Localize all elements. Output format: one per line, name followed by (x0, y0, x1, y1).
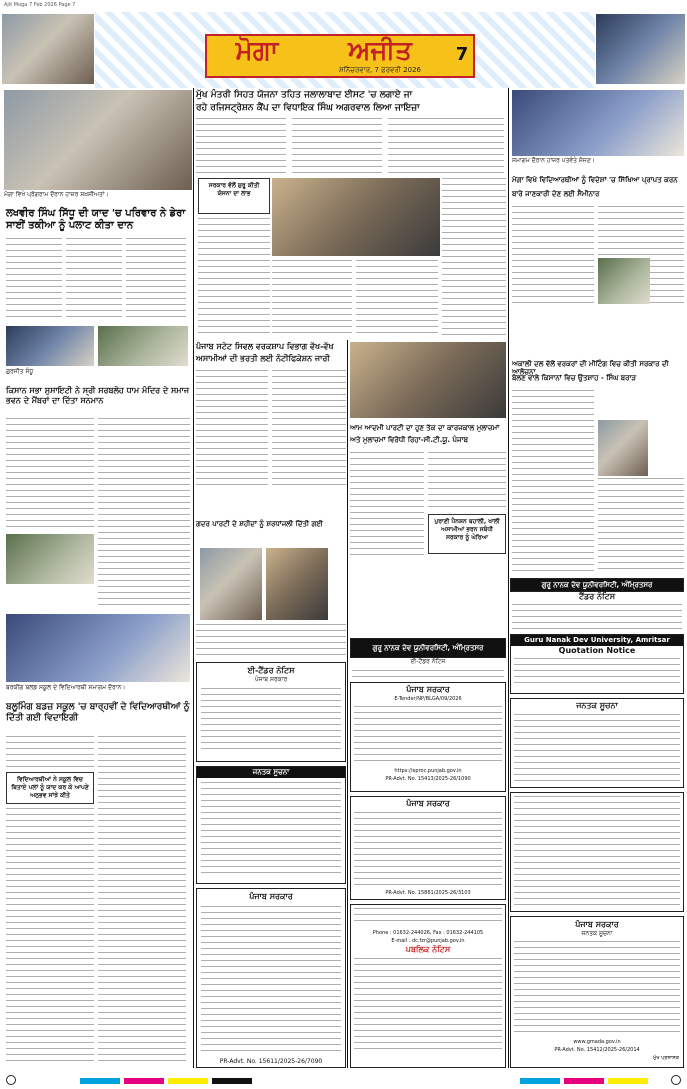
public-notice-ad-title: ਜਨਤਕ ਸੂਚਨਾ (576, 701, 618, 710)
dc-ad-phone: Phone : 01632-244026, Fax : 01632-244105 (372, 930, 484, 936)
punjab-govt-ad-site: www.gmada.gov.in (573, 1039, 621, 1045)
gndu-3-sub: ਈ-ਟੈਂਡਰ ਨੋਟਿਸ (410, 658, 446, 665)
cm-headline-2: ਰਹੇ ਰਜਿਸਟ੍ਰੇਸ਼ਨ ਕੈਂਪ ਦਾ ਵਿਧਾਇਕ ਸਿੰਘ ਅਗਰਵਾਲ ਲਿਆ ਜਾਇਜ਼ਾ (196, 103, 420, 113)
lakhvir-body-col-3 (126, 238, 186, 322)
column-rule-2 (347, 340, 348, 1068)
office-notice-ad (510, 792, 684, 912)
dc-ad-header (354, 908, 502, 926)
right-story-headline-1: ਅਕਾਲੀ ਦਲ ਵੱਲੋਂ ਵਰਕਰਾਂ ਦੀ ਮੀਟਿੰਗ ਵਿਚ ਕੀਤੀ ਸਰਕਾਰ ਦੀ ਆਲੋਚਨਾ (512, 360, 669, 377)
public-notice-ad-body (514, 714, 680, 784)
ghadar-body (196, 624, 346, 658)
pull-quote: ਪੁਰਾਣੀ ਪੈਨਸ਼ਨ ਬਹਾਲੀ, ਖਾਲੀ ਅਸਾਮੀਆਂ ਭਰਨ ਸਬੰਧੀ ਸਰਕਾਰ ਨੂੰ ਘੇਰਿਆ (428, 514, 506, 554)
right-headline-1: ਮੋਗਾ ਵਿਖੇ ਵਿਦਿਆਰਥੀਆਂ ਨੂੰ ਵਿਦੇਸ਼ਾਂ 'ਚ ਸਿੱਖਿਆ ਪ੍ਰਾਪਤ ਕਰਨ (512, 176, 678, 184)
tender-ad-1-sub: ਪੰਜਾਬ ਸਰਕਾਰ (254, 676, 288, 683)
masthead-date: ਸ਼ਨਿੱਚਰਵਾਰ, 7 ਫ਼ਰਵਰੀ 2026 (338, 66, 421, 74)
school-callout: ਵਿਦਿਆਰਥੀਆਂ ਨੇ ਸਕੂਲ ਵਿਚ ਬਿਤਾਏ ਪਲਾਂ ਨੂੰ ਯਾਦ ਕਰ ਕੇ ਆਪਣੇ ਅਨੁਭਵ ਸਾਂਝੇ ਕੀਤੇ (6, 772, 94, 804)
dc-ad-notice-title: ਪਬਲਿਕ ਨੋਟਿਸ (405, 945, 451, 954)
gndu-3-body (352, 670, 504, 678)
gndu-1-body (512, 604, 682, 630)
gndu-2-title: Guru Nanak Dev University, Amritsar (511, 635, 683, 646)
tender-ad-1 (196, 662, 346, 762)
aap-photo (350, 342, 506, 418)
lakhvir-body-col-1 (6, 238, 62, 322)
right-portrait (598, 420, 648, 476)
center-body-col-2 (272, 260, 352, 338)
cmyk-yellow-2 (608, 1078, 648, 1084)
tender-ad-2 (196, 766, 346, 884)
cm-body-col-2 (292, 118, 382, 174)
cmyk-black (212, 1078, 252, 1084)
page-slug: Ajit Moga 7 Feb 2026 Page 7 (4, 2, 76, 8)
eproc-ad-site: https://eproc.punjab.gov.in (394, 768, 462, 774)
top-right-photo-caption: ਸਮਾਗਮ ਦੌਰਾਨ ਹਾਜ਼ਰ ਪਤਵੰਤੇ ਸੱਜਣ। (512, 157, 595, 164)
center-body-col-1 (198, 218, 270, 338)
cm-body-col-1 (196, 118, 286, 174)
top-left-photo-caption: ਮੋਗਾ ਵਿਖੇ ਪ੍ਰੋਗਰਾਮ ਦੌਰਾਨ ਹਾਜ਼ਰ ਸ਼ਖ਼ਸੀਅਤਾਂ। (4, 191, 109, 198)
vidhan-photo (6, 534, 94, 584)
punjab-sarkar-ad-body (354, 812, 502, 886)
gndu-2-ad (510, 634, 684, 694)
ghadar-portrait-1 (200, 548, 262, 620)
mid-left-photo-2 (98, 326, 188, 366)
aap-headline-1: ਆਮ ਆਦਮੀ ਪਾਰਟੀ ਦਾ ਹੁਣ ਤੱਕ ਦਾ ਕਾਰਜਕਾਲ ਮੁਲਾਜ਼ਮਾਂ (350, 424, 500, 432)
vidhan-body-col-1 (6, 418, 94, 530)
punjab-state-headline: ਪੰਜਾਬ ਸਟੇਟ ਸਿਵਲ ਵਰਕਸ਼ਾਪ ਵਿਭਾਗ ਵੱਖ-ਵੱਖ (196, 342, 334, 351)
gndu-1-sub: ਟੈਂਡਰ ਨੋਟਿਸ (578, 592, 616, 601)
cmyk-cyan-2 (520, 1078, 560, 1084)
school-body-col-2 (98, 772, 186, 1064)
aap-headline-2: ਅਤੇ ਮੁਲਾਜ਼ਮਾਂ ਵਿਰੋਧੀ ਰਿਹਾ-ਸੀ.ਟੀ.ਯੂ. ਪੰਜਾਬ (350, 436, 468, 444)
cm-headline-1: ਮੁੱਖ ਮੰਤਰੀ ਸਿਹਤ ਯੋਜਨਾ ਤਹਿਤ ਜਲਾਲਾਬਾਦ ਈਸਟ 'ਚ ਲਗਾਏ ਜਾ (196, 90, 413, 100)
lakhvir-body-col-2 (66, 238, 122, 322)
vidhan-body-col-2 (98, 418, 190, 608)
right-story-body-col-2 (598, 478, 684, 574)
dc-ad (350, 904, 506, 1068)
school-photo-caption: ਬਰਕੀਂਗ ਬਲਡ ਸਕੂਲ ਦੇ ਵਿਦਿਆਰਥੀ ਸਮਾਗਮ ਦੌਰਾਨ। (6, 684, 126, 691)
punjab-govt-ad (510, 916, 684, 1068)
tender-ad-3-title: ਪੰਜਾਬ ਸਰਕਾਰ (249, 892, 293, 901)
mid-left-caption: ਗੁਰਜੀਤ ਸੰਧੂ (6, 368, 34, 375)
vidhan-headline: ਕਿਸਾਨ ਸਭਾ ਸੁਸਾਇਟੀ ਨੇ ਸ੍ਰੀ ਸਰਬਲੋਹ ਧਾਮ ਮੰਦਿਰ ਦੇ ਸਮਾਜ ਭਵਨ ਦੇ ਮੈਂਬਰਾਂ ਦਾ ਦਿੱਤਾ ਸਨਮਾਨ (6, 386, 190, 405)
dc-ad-body (354, 958, 502, 1050)
tender-ad-3-table (201, 906, 341, 1054)
eproc-ad-body (354, 706, 502, 764)
top-left-photo (4, 90, 192, 190)
public-notice-ad (510, 698, 684, 788)
registration-mark-right (671, 1075, 681, 1085)
punjab-govt-ad-title: ਪੰਜਾਬ ਸਰਕਾਰ (575, 920, 619, 929)
cm-body-col-3 (388, 118, 504, 174)
gndu-2-sub: Quotation Notice (558, 646, 636, 655)
masthead-left-photo (2, 14, 94, 84)
tender-ad-2-body (201, 782, 341, 878)
right-headline-2: ਬਾਰੇ ਜਾਣਕਾਰੀ ਦੇਣ ਲਈ ਸੈਮੀਨਾਰ (512, 190, 600, 198)
punjab-state-body-col-1 (196, 370, 268, 490)
registration-mark-left (6, 1075, 16, 1085)
gndu-3-title: ਗੁਰੂ ਨਾਨਕ ਦੇਵ ਯੂਨੀਵਰਸਿਟੀ, ਅੰਮ੍ਰਿਤਸਰ (351, 639, 505, 657)
punjab-sarkar-ad (350, 796, 506, 900)
aap-body-col-2 (428, 452, 506, 512)
gndu-1-title: ਗੁਰੂ ਨਾਨਕ ਦੇਵ ਯੂਨੀਵਰਸਿਟੀ, ਅੰਮ੍ਰਿਤਸਰ (511, 579, 683, 591)
cmyk-yellow (168, 1078, 208, 1084)
top-right-photo (512, 90, 684, 156)
cmyk-magenta (124, 1078, 164, 1084)
punjab-sarkar-ad-pr: PR-Advt. No. 15861/2025-26/3103 (385, 890, 471, 896)
school-photo (6, 614, 190, 682)
punjab-sarkar-ad-title: ਪੰਜਾਬ ਸਰਕਾਰ (406, 799, 450, 808)
right-small-photo (598, 258, 650, 304)
masthead-page-number: 7 (455, 44, 469, 65)
dc-ad-email: E-mail : dc.fzr@punjab.gov.in (391, 938, 465, 944)
aap-body-col-1 (350, 452, 424, 556)
eproc-ad-pr: PR-Advt. No. 15413/2025-26/1090 (385, 776, 471, 782)
punjab-govt-ad-sign: ਮੁੱਖ ਪ੍ਰਸ਼ਾਸਕ (653, 1055, 679, 1061)
right-story-body-col-1 (512, 390, 594, 574)
cmyk-cyan (80, 1078, 120, 1084)
center-body-col-3 (356, 260, 438, 338)
office-notice-ad-body (514, 796, 680, 906)
school-headline: ਬਲੂਮਿੰਗ ਬਡਜ਼ ਸਕੂਲ 'ਚ ਬਾਰ੍ਹਵੀਂ ਦੇ ਵਿਦਿਆਰਥੀਆਂ ਨੂੰ ਦਿੱਤੀ ਗਈ ਵਿਦਾਇਗੀ (6, 702, 190, 723)
inset-callout: ਸਰਕਾਰ ਵੱਲੋਂ ਸ਼ੁਰੂ ਕੀਤੀ ਯੋਜਨਾ ਦਾ ਲਾਭ (198, 178, 270, 214)
right-story-headline-2: ਬੋਲਣ ਵਾਲੇ ਕਿਸਾਨਾਂ ਵਿਚ ਉਤਸ਼ਾਹ - ਸਿੰਘ ਬਰਾੜ (512, 374, 637, 382)
cmyk-magenta-2 (564, 1078, 604, 1084)
punjab-state-body-col-2 (272, 370, 346, 490)
masthead-right-photo (596, 14, 685, 84)
tender-ad-2-head: ਜਨਤਕ ਸੂਚਨਾ (197, 767, 345, 778)
punjab-govt-ad-body (514, 941, 680, 1035)
school-body-top-2 (98, 736, 186, 770)
tender-ad-3-pr: PR-Advt. No. 15611/2025-26/7090 (219, 1058, 323, 1065)
school-body-col-1 (6, 808, 94, 1064)
center-body-col-4 (442, 178, 506, 338)
punjab-state-subheadline: ਅਸਾਮੀਆਂ ਦੀ ਭਰਤੀ ਲਈ ਨੋਟੀਫਿਕੇਸ਼ਨ ਜਾਰੀ (196, 354, 330, 363)
ghadar-headline: ਗਦਰ ਪਾਰਟੀ ਦੇ ਸ਼ਹੀਦਾਂ ਨੂੰ ਸ਼ਰਧਾਂਜਲੀ ਦਿੱਤੀ ਗਈ (196, 520, 323, 528)
gndu-2-body (514, 658, 680, 688)
column-rule-3 (508, 88, 509, 1068)
eproc-ad-title: ਪੰਜਾਬ ਸਰਕਾਰ (406, 685, 450, 694)
eproc-ad-ref: E-Tender/NP/BLGA/09/2026 (394, 696, 462, 702)
punjab-govt-ad-sub: ਜਨਤਕ ਸੂਚਨਾ (581, 930, 613, 937)
school-body-top-1 (6, 736, 94, 770)
mid-left-photo-1 (6, 326, 94, 366)
masthead-paper-name: ਅਜੀਤ (348, 36, 412, 66)
ghadar-portrait-2 (266, 548, 328, 620)
tender-ad-1-title: ਈ-ਟੈਂਡਰ ਨੋਟਿਸ (247, 666, 295, 675)
tender-ad-3 (196, 888, 346, 1068)
eproc-ad (350, 682, 506, 792)
center-photo (272, 178, 440, 256)
lakhvir-headline: ਲਖਵੀਰ ਸਿੰਘ ਸਿੱਧੂ ਦੀ ਯਾਦ 'ਚ ਪਰਿਵਾਰ ਨੇ ਡੇਰਾ ਸਾਈਂ ਤਕੀਆ ਨੂੰ ਪਲਾਟ ਕੀਤਾ ਦਾਨ (6, 208, 186, 231)
gndu-1-header (510, 578, 684, 592)
masthead-city: ਮੋਗਾ (235, 36, 279, 66)
gndu-3-header (350, 638, 506, 658)
right-body-col-1 (512, 206, 594, 306)
punjab-govt-ad-pr: PR-Advt. No. 15412/2025-26/2014 (554, 1047, 640, 1053)
tender-ad-1-table (201, 688, 341, 750)
column-rule-1 (193, 88, 194, 1068)
